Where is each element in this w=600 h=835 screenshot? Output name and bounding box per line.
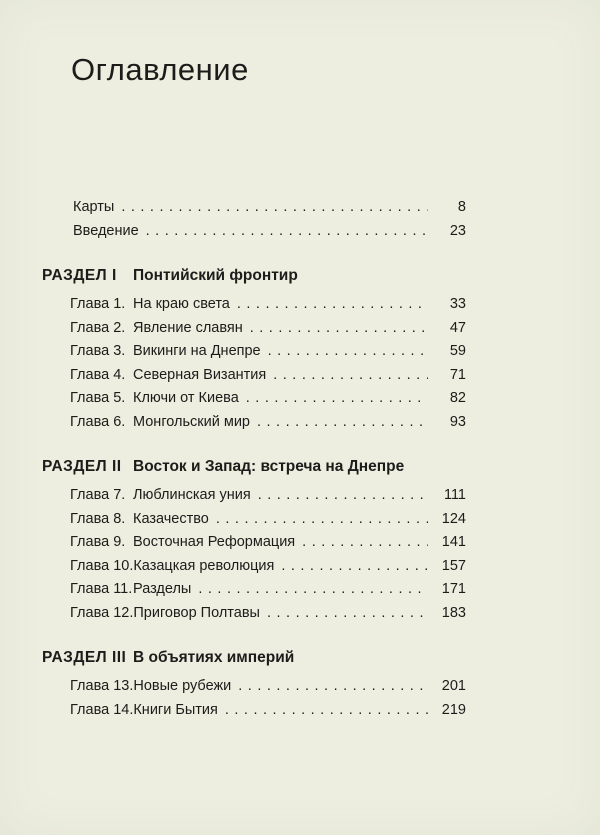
dot-leader [121,196,428,220]
page-number: 93 [449,413,466,430]
page-number: 82 [449,390,466,406]
toc-entry [42,602,466,626]
chapter-title: Монгольский мир [133,413,250,430]
chapter-title: Викинги на Днепре [133,343,261,359]
dot-leader [238,675,428,699]
section-heading [42,645,466,671]
toc-entry [42,531,466,555]
front-matter [42,196,466,243]
page-number: 141 [441,534,466,550]
toc-entry [42,484,466,508]
dot-leader [302,531,428,555]
dot-leader [257,411,428,435]
chapter-title: Казацкая революция [133,557,275,574]
dot-leader [258,484,428,508]
dot-leader [216,508,428,532]
dot-leader [146,220,428,244]
chapter-label: Глава 5. [70,390,126,406]
section-heading [42,454,466,480]
table-of-contents [42,196,466,722]
page-number: 8 [457,199,466,215]
page-number: 183 [441,604,466,621]
dot-leader [198,578,428,602]
page-number: 124 [441,510,466,527]
dot-leader [267,602,428,626]
toc-section [42,645,466,722]
dot-leader [268,340,428,364]
toc-entry [42,508,466,532]
chapter-label: Глава 4. [70,366,126,383]
chapter-label: Глава 9. [70,534,126,550]
section-label: РАЗДЕЛ III [42,649,127,666]
page-number: 201 [441,678,466,694]
toc-entry [42,675,466,699]
toc-entry [42,196,466,220]
toc-entry [42,387,466,411]
chapter-label: Глава 10. [70,557,134,574]
dot-leader [273,364,428,388]
toc-entry [42,293,466,317]
page-number: 171 [441,581,466,597]
chapter-title: На краю света [133,296,230,312]
page-number: 219 [441,701,466,718]
chapter-label: Глава 13. [70,678,134,694]
chapter-label: Глава 12. [70,604,134,621]
section-label: РАЗДЕЛ II [42,458,122,475]
chapter-label: Глава 6. [70,413,126,430]
toc-entry [42,220,466,244]
section-title: В объятиях империй [133,649,295,666]
section-heading [42,263,466,289]
chapter-title: Разделы [133,581,192,597]
chapter-list [42,293,466,434]
toc-section [42,263,466,434]
toc-entry [42,699,466,723]
chapter-label: Глава 8. [70,510,126,527]
toc-entry [42,555,466,579]
page-number: 157 [441,557,466,574]
chapter-title: Северная Византия [133,366,267,383]
chapter-title: Явление славян [133,319,243,336]
chapter-title: Восточная Реформация [133,534,296,550]
page-number: 59 [449,343,466,359]
chapter-list [42,484,466,625]
dot-leader [237,293,428,317]
toc-entry [42,411,466,435]
toc-section [42,454,466,625]
dot-leader [281,555,428,579]
toc-entry [42,317,466,341]
chapter-title: Казачество [133,510,209,527]
chapter-title: Люблинская уния [133,487,251,503]
toc-entry [42,578,466,602]
page-number: 71 [449,366,466,383]
page-number: 111 [443,487,466,503]
chapter-label: Глава 14. [70,701,134,718]
chapter-title: Приговор Полтавы [133,604,260,621]
chapter-title: Ключи от Киева [133,390,239,406]
page-number: 33 [449,296,466,312]
dot-leader [250,317,428,341]
toc-entry [42,340,466,364]
toc-entry [42,364,466,388]
page-number: 47 [449,319,466,336]
section-title: Понтийский фронтир [133,267,298,284]
chapter-label: Глава 11. [70,581,133,597]
page-title: Оглавление [71,52,249,87]
section-label: РАЗДЕЛ I [42,267,117,284]
chapter-title: Новые рубежи [133,678,232,694]
chapter-label: Глава 3. [70,343,126,359]
entry-title: Карты [73,199,115,215]
entry-title: Введение [73,222,139,239]
page-number: 23 [449,222,466,239]
section-title: Восток и Запад: встреча на Днепре [133,458,405,475]
chapter-list [42,675,466,722]
chapter-label: Глава 2. [70,319,126,336]
chapter-label: Глава 1. [70,296,126,312]
dot-leader [225,699,428,723]
dot-leader [246,387,428,411]
chapter-title: Книги Бытия [133,701,218,718]
chapter-label: Глава 7. [70,487,126,503]
